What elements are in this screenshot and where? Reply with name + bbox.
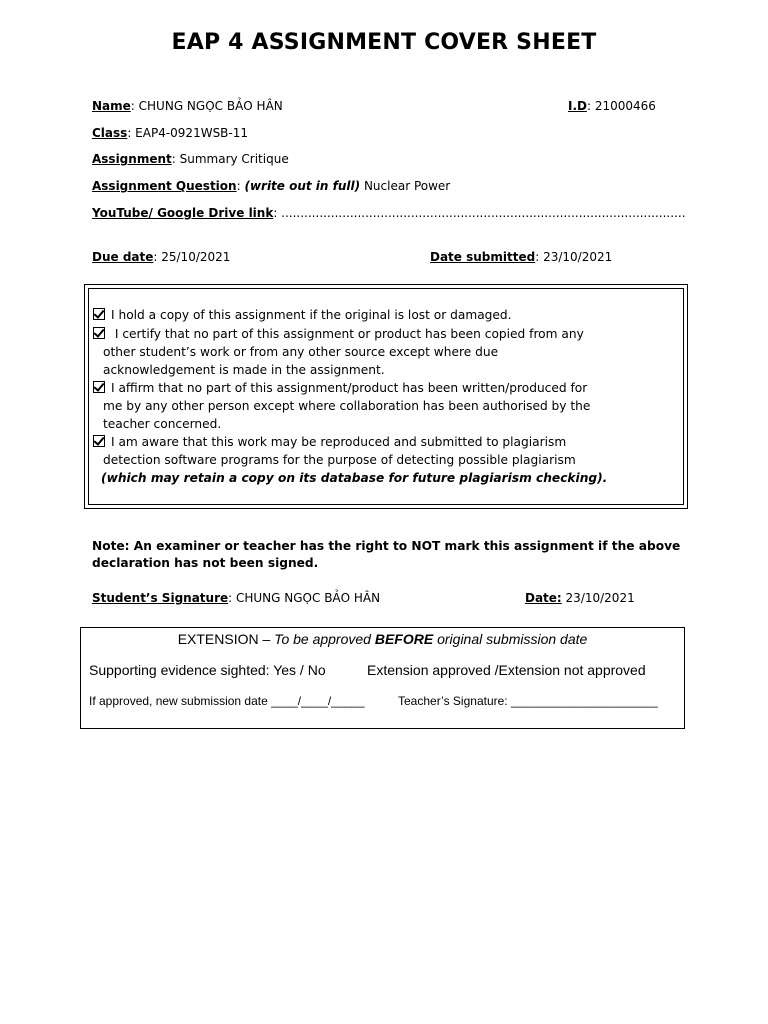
declaration-item-3: I affirm that no part of this assignment/product has been written/produced for [93,379,587,397]
declaration-item-4-line-3: (which may retain a copy on its database for future plagiarism checking). [101,471,608,485]
class-label: Class [92,126,128,140]
due-date-value: : 25/10/2021 [153,250,231,264]
signature-date-value: 23/10/2021 [561,591,635,605]
new-submission-date-text: If approved, new submission date ____/____/_____ [89,694,365,708]
checked-box-icon [93,381,105,393]
link-label: YouTube/ Google Drive link [92,206,274,220]
id-label: I.D [568,99,587,113]
question-hint: (write out in full) [244,179,361,193]
extension-box [80,627,685,729]
note-line-1: Note: An examiner or teacher has the right to NOT mark this assignment if the above [92,539,681,553]
assignment-field [92,152,289,166]
date-submitted-value: : 23/10/2021 [535,250,613,264]
page-title: EAP 4 ASSIGNMENT COVER SHEET [171,30,597,55]
id-value: : 21000466 [586,99,656,113]
name-value: : CHUNG NGỌC BẢO HÂN [130,99,283,113]
checked-box-icon [93,327,105,339]
supporting-evidence-text: Supporting evidence sighted: Yes / No [89,662,326,678]
note-line-2: declaration has not been signed. [92,556,319,570]
name-field [92,99,283,113]
checked-box-icon [93,308,105,320]
declaration-item-3-line-3: teacher concerned. [103,417,222,431]
date-submitted-field [430,250,612,264]
question-field [92,179,450,193]
declaration-box [84,284,688,509]
link-field [92,206,686,220]
name-label: Name [92,99,131,113]
question-label: Assignment Question [92,179,237,193]
question-sep: : [236,179,245,193]
due-date-field [92,250,230,264]
extension-approved-text: Extension approved /Extension not approved [367,662,646,678]
extension-heading: EXTENSION – To be approved BEFORE original submission date [177,631,588,647]
declaration-item-2-line-2: other student’s work or from any other source except where due [103,345,499,359]
signature-date-field [525,591,635,605]
assignment-value: : Summary Critique [171,152,289,166]
declaration-item-2: I certify that no part of this assignment or product has been copied from any [93,325,584,343]
id-field [568,99,656,113]
checked-box-icon [93,435,105,447]
class-value: : EAP4-0921WSB-11 [127,126,249,140]
declaration-item-4: I am aware that this work may be reproduced and submitted to plagiarism [93,433,566,451]
declaration-item-3-line-2: me by any other person except where collaboration has been authorised by the [103,399,591,413]
due-date-label: Due date [92,250,154,264]
class-field [92,126,248,140]
signature-date-label: Date: [525,591,562,605]
declaration-item-1: I hold a copy of this assignment if the original is lost or damaged. [93,306,512,324]
link-value: : .......................................................................................................... [273,206,686,220]
student-signature-value: : CHUNG NGỌC BẢO HÂN [228,591,381,605]
assignment-label: Assignment [92,152,172,166]
declaration-item-2-line-3: acknowledgement is made in the assignment. [103,363,385,377]
teacher-signature-text: Teacher’s Signature: ______________________ [398,694,658,708]
declaration-item-4-line-2: detection software programs for the purpose of detecting possible plagiarism [103,453,576,467]
student-signature-field [92,591,380,605]
student-signature-label: Student’s Signature [92,591,229,605]
date-submitted-label: Date submitted [430,250,536,264]
question-value: Nuclear Power [360,179,451,193]
